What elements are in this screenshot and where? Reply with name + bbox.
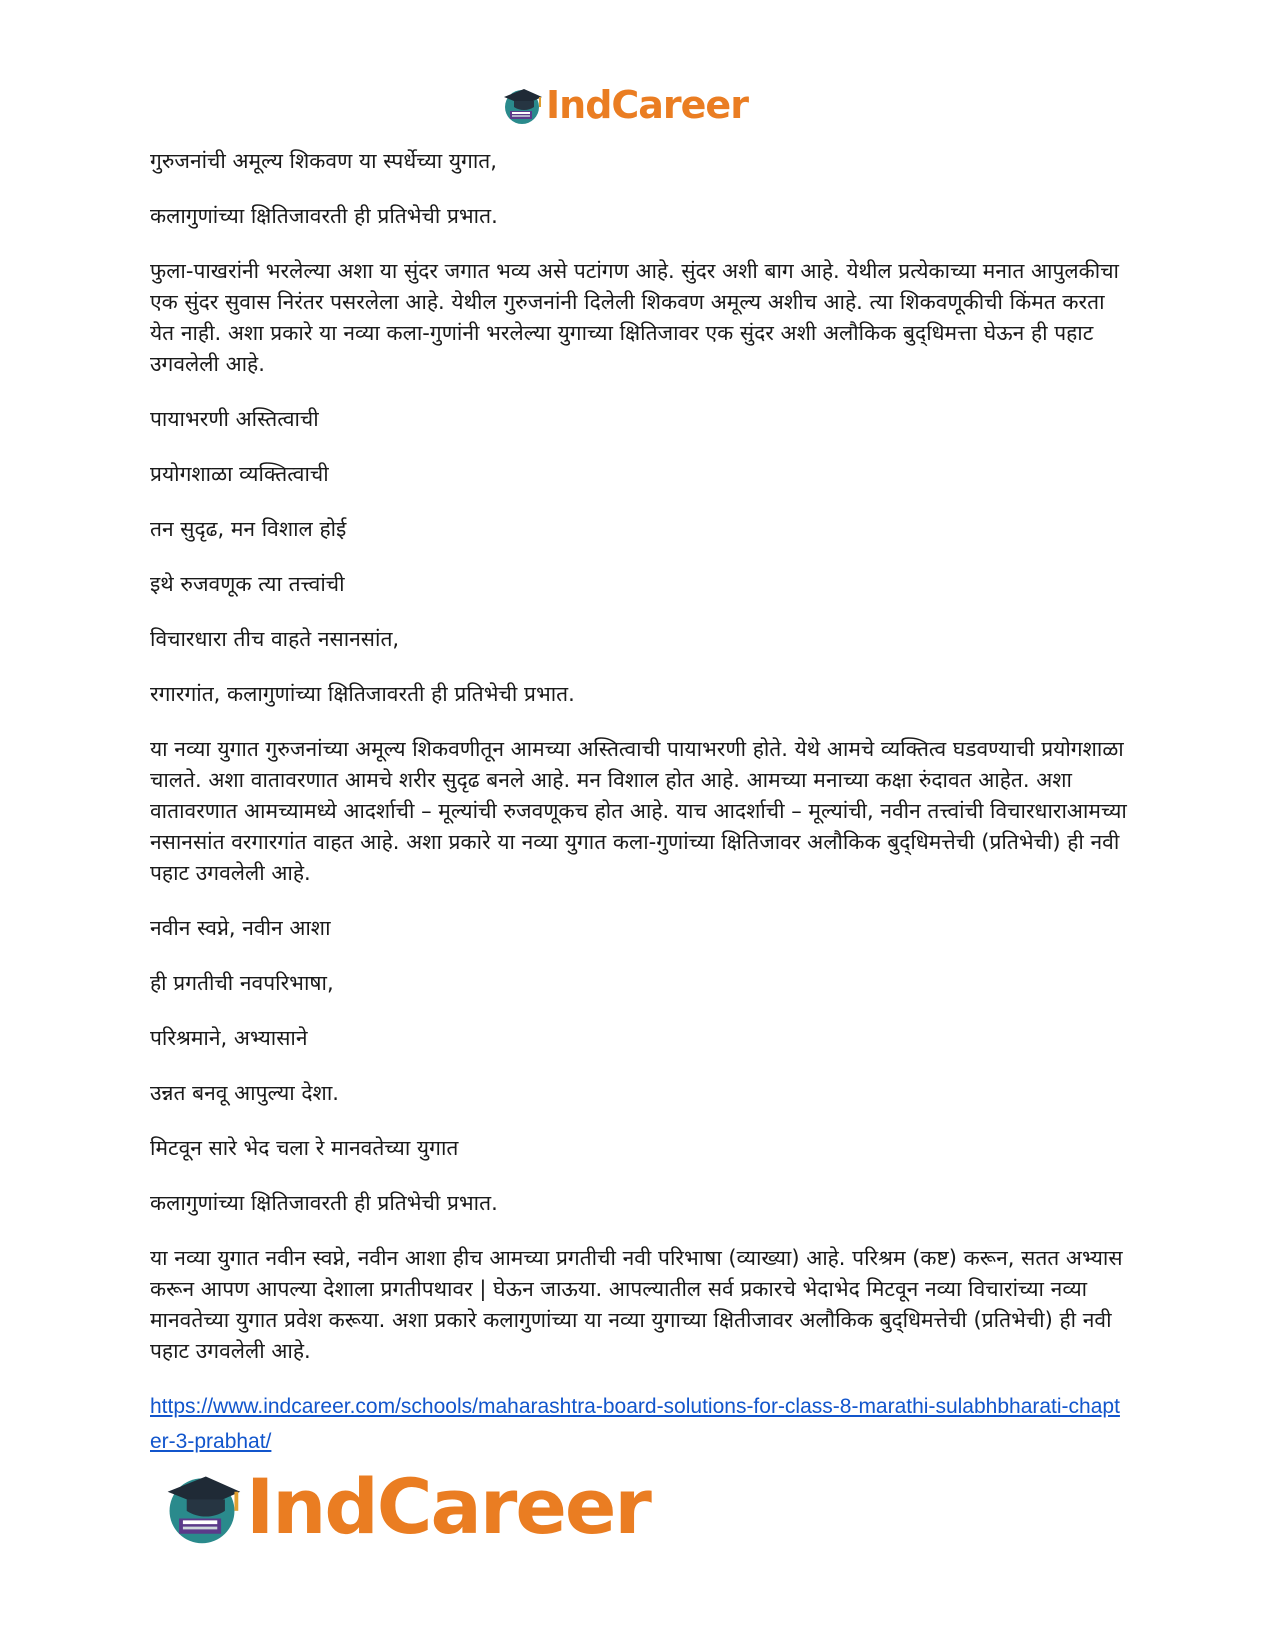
verse-line: गुरुजनांची अमूल्य शिकवण या स्पर्धेच्या युगात,	[150, 149, 497, 173]
verse-line: रगारगांत, कलागुणांच्या क्षितिजावरती ही प्रतिभेची प्रभात.	[150, 682, 575, 706]
verse-line: इथे रुजवणूक त्या तत्त्वांची	[150, 572, 345, 596]
indcareer-logo-top	[500, 80, 748, 130]
graduation-cap-globe-icon	[500, 83, 544, 127]
verse-line: तन सुदृढ, मन विशाल होई	[150, 517, 347, 541]
brand-name: IndCareer	[546, 83, 748, 127]
verse-line: उन्नत बनवू आपुल्या देशा.	[150, 1081, 339, 1105]
verse-line: मिटवून सारे भेद चला रे मानवतेच्या युगात	[150, 1136, 459, 1160]
document-body	[150, 146, 1130, 1459]
verse-line: नवीन स्वप्ने, नवीन आशा	[150, 916, 331, 940]
verse-line: विचारधारा तीच वाहते नसानसांत,	[150, 627, 400, 651]
verse-line: प्रयोगशाळा व्यक्तित्वाची	[150, 462, 329, 486]
brand-name: IndCareer	[246, 1462, 650, 1551]
verse-line: परिश्रमाने, अभ्यासाने	[150, 1026, 308, 1050]
paragraph: या नव्या युगात नवीन स्वप्ने, नवीन आशा हीच आमच्या प्रगतीची नवी परिभाषा (व्याख्या) आहे. परिश्रम (कष्ट) करून, सतत अभ्यास करून आपण आपल्या देशाला प्रगतीपथावर | घेऊन जाऊया. आपल्यातील सर्व प्रकारचे भेदाभेद मिटवून नव्या विचारांच्या नव्या मानवतेच्या युगात प्रवेश करूया. अशा प्रकारे कलागुणांच्या या नव्या युगाच्या क्षितीजावर अलौकिक बुद्‌धिमत्तेची (प्रतिभेची) ही नवी पहाट उगवलेली आहे.	[150, 1246, 1123, 1363]
source-link[interactable]: https://www.indcareer.com/schools/maharashtra-board-solutions-for-class-8-marathi-sulabhbharati-chapter-3-prabhat/	[150, 1395, 1120, 1453]
paragraph: फुला-पाखरांनी भरलेल्या अशा या सुंदर जगात भव्य असे पटांगण आहे. सुंदर अशी बाग आहे. येथील प्रत्येकाच्या मनात आपुलकीचा एक सुंदर सुवास निरंतर पसरलेला आहे. येथील गुरुजनांनी दिलेली शिकवण अमूल्य अशीच आहे. त्या शिकवणूकीची किंमत करता येत नाही. अशा प्रकारे या नव्या कला-गुणांनी भरलेल्या युगाच्या क्षितिजावर एक सुंदर अशी अलौकिक बुद्‌धिमत्ता घेऊन ही पहाट उगवलेली आहे.	[150, 259, 1119, 376]
verse-line: कलागुणांच्या क्षितिजावरती ही प्रतिभेची प्रभात.	[150, 204, 498, 228]
graduation-cap-globe-icon	[160, 1465, 244, 1549]
verse-line: कलागुणांच्या क्षितिजावरती ही प्रतिभेची प्रभात.	[150, 1191, 498, 1215]
verse-line: पायाभरणी अस्तित्वाची	[150, 407, 319, 431]
indcareer-logo-bottom	[160, 1462, 650, 1552]
verse-line: ही प्रगतीची नवपरिभाषा,	[150, 971, 334, 995]
paragraph: या नव्या युगात गुरुजनांच्या अमूल्य शिकवणीतून आमच्या अस्तित्वाची पायाभरणी होते. येथे आमचे व्यक्तित्व घडवण्याची प्रयोगशाळा चालते. अशा वातावरणात आमचे शरीर सुदृढ बनले आहे. मन विशाल होत आहे. आमच्या मनाच्या कक्षा रुंदावत आहेत. अशा वातावरणात आमच्यामध्ये आदर्शाची – मूल्यांची रुजवणूकच होत आहे. याच आदर्शाची – मूल्यांची, नवीन तत्त्वांची विचारधाराआमच्या नसानसांत वरगारगांत वाहत आहे. अशा प्रकारे या नव्या युगात कला-गुणांच्या क्षितिजावर अलौकिक बुद्‌धिमत्तेची (प्रतिभेची) ही नवी पहाट उगवलेली आहे.	[150, 737, 1127, 885]
